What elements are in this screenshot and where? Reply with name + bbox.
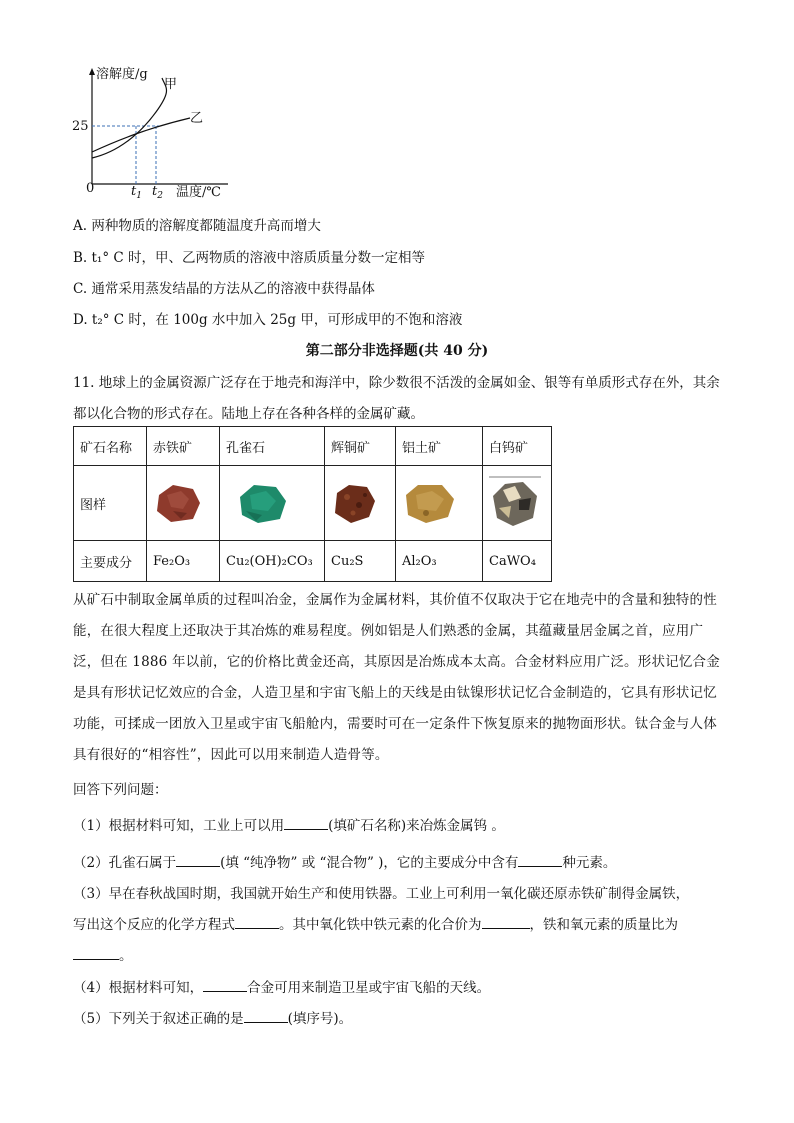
- ore-table-header-row: [74, 427, 552, 466]
- question-3-line3: [73, 944, 133, 964]
- composition-cell: CaWO₄: [483, 541, 552, 582]
- q2-text-post: 种元素。: [562, 855, 617, 871]
- question-2: [73, 851, 616, 871]
- q5-answer-blank[interactable]: [244, 1010, 288, 1023]
- scheelite-image: [489, 476, 541, 530]
- header-cell: 赤铁矿: [147, 427, 220, 466]
- x-axis-label: 温度/℃: [176, 185, 221, 200]
- series-yi-label: 乙: [190, 111, 204, 126]
- q2-text-pre: （2）孔雀石属于: [73, 855, 177, 871]
- composition-cell: Cu₂(OH)₂CO₃: [220, 541, 325, 582]
- q5-text-pre: （5）下列关于叙述正确的是: [73, 1011, 244, 1027]
- answer-prompt: 回答下列问题：: [73, 782, 168, 798]
- y-tick-25: 25: [72, 119, 89, 134]
- image-row-label: 图样: [74, 466, 147, 541]
- header-cell: 辉铜矿: [325, 427, 396, 466]
- option-a: A. 两种物质的溶解度都随温度升高而增大: [73, 218, 321, 234]
- composition-label: 主要成分: [74, 541, 147, 582]
- question-3-line1: （3）早在春秋战国时期，我国就开始生产和使用铁器。工业上可利用一氧化碳还原赤铁矿制得金属铁，: [73, 886, 690, 902]
- q3-answer-blank-3[interactable]: [73, 947, 119, 960]
- header-cell: 白钨矿: [483, 427, 552, 466]
- q5-text-post: (填序号)。: [287, 1011, 353, 1027]
- option-d: D. t₂° C 时，在 100g 水中加入 25g 甲，可形成甲的不饱和溶液: [73, 312, 463, 328]
- chalcocite-image: [331, 481, 377, 525]
- q3-text-post: ，铁和氧元素的质量比为: [529, 917, 678, 933]
- ore-table-composition-row: [74, 541, 552, 582]
- header-cell: 铝土矿: [396, 427, 483, 466]
- question-11-intro: 11. 地球上的金属资源广泛存在于地壳和海洋中，除少数很不活泼的金属如金、银等有单质形式存在外，其余都以化合物的形式存在。陆地上存在各种各样的金属矿藏。: [73, 375, 720, 422]
- reading-passage: 从矿石中制取金属单质的过程叫冶金，金属作为金属材料，其价值不仅取决于它在地壳中的含量和独特的性能，在很大程度上还取决于其冶炼的难易程度。例如铝是人们熟悉的金属，其蕴藏量居金属之首，应用广泛，但在 1886 年以前，它的价格比黄金还高，其原因是冶炼成本太高。合金材料应用广泛。形状记忆合金是具有形状记忆效应的合金，人造卫星和宇宙飞船上的天线是由钛镍形状记忆合金制造的，它具有形状记忆功能，可揉成一团放入卫星或宇宙飞船舱内，需要时可在一定条件下恢复原来的抛物面形状。钛合金与人体具有很好的“相容性”，因此可以用来制造人造骨等。: [73, 592, 720, 763]
- q4-answer-blank[interactable]: [203, 979, 247, 992]
- ore-table: [73, 426, 552, 582]
- header-cell: 孔雀石: [220, 427, 325, 466]
- q3-answer-blank-2[interactable]: [482, 916, 530, 929]
- header-cell: 矿石名称: [74, 427, 147, 466]
- x-tick-t1: $t_1$: [131, 184, 142, 201]
- q3-answer-blank-1[interactable]: [235, 916, 279, 929]
- question-1: [73, 814, 505, 834]
- q3-text-mid: 。其中氧化铁中铁元素的化合价为: [279, 917, 482, 933]
- x-tick-t2: $t_2$: [152, 184, 163, 201]
- question-3-line2: [73, 913, 678, 933]
- series-jia-curve: [92, 78, 167, 158]
- composition-cell: Al₂O₃: [396, 541, 483, 582]
- series-jia-label: 甲: [164, 77, 178, 92]
- ore-image-cell: [325, 466, 396, 541]
- q2-answer-blank-1[interactable]: [176, 854, 220, 867]
- solubility-chart: [72, 62, 238, 202]
- hematite-image: [153, 481, 203, 525]
- y-axis-label: 溶解度/g: [96, 67, 148, 82]
- option-b: B. t₁° C 时，甲、乙两物质的溶液中溶质质量分数一定相等: [73, 250, 426, 266]
- q3-text-pre: 写出这个反应的化学方程式: [73, 917, 235, 933]
- ore-image-cell: [147, 466, 220, 541]
- ore-table-image-row: [74, 466, 552, 541]
- section-title: 第二部分非选择题(共 40 分): [305, 343, 489, 359]
- q1-text-pre: （1）根据材料可知，工业上可以用: [73, 818, 285, 834]
- composition-cell: Fe₂O₃: [147, 541, 220, 582]
- option-c: C. 通常采用蒸发结晶的方法从乙的溶液中获得晶体: [73, 281, 375, 297]
- composition-cell: Cu₂S: [325, 541, 396, 582]
- q3-text-end: 。: [119, 948, 133, 964]
- ore-image-cell: [220, 466, 325, 541]
- y-axis-arrow: [89, 68, 95, 75]
- question-5: [73, 1007, 352, 1027]
- malachite-image: [236, 481, 290, 525]
- series-yi-curve: [92, 118, 190, 152]
- q1-text-post: (填矿石名称)来冶炼金属钨 。: [328, 818, 505, 834]
- q2-answer-blank-2[interactable]: [518, 854, 562, 867]
- origin-label: 0: [86, 181, 95, 196]
- q2-text-mid: (填 “纯净物” 或 “混合物” )，它的主要成分中含有: [220, 855, 519, 871]
- ore-image-cell: [396, 466, 483, 541]
- ore-image-cell: [483, 466, 552, 541]
- bauxite-image: [402, 481, 456, 525]
- q4-text-pre: （4）根据材料可知，: [73, 980, 204, 996]
- q4-text-post: 合金可用来制造卫星或宇宙飞船的天线。: [247, 980, 491, 996]
- question-4: [73, 976, 490, 996]
- q1-answer-blank[interactable]: [284, 817, 328, 830]
